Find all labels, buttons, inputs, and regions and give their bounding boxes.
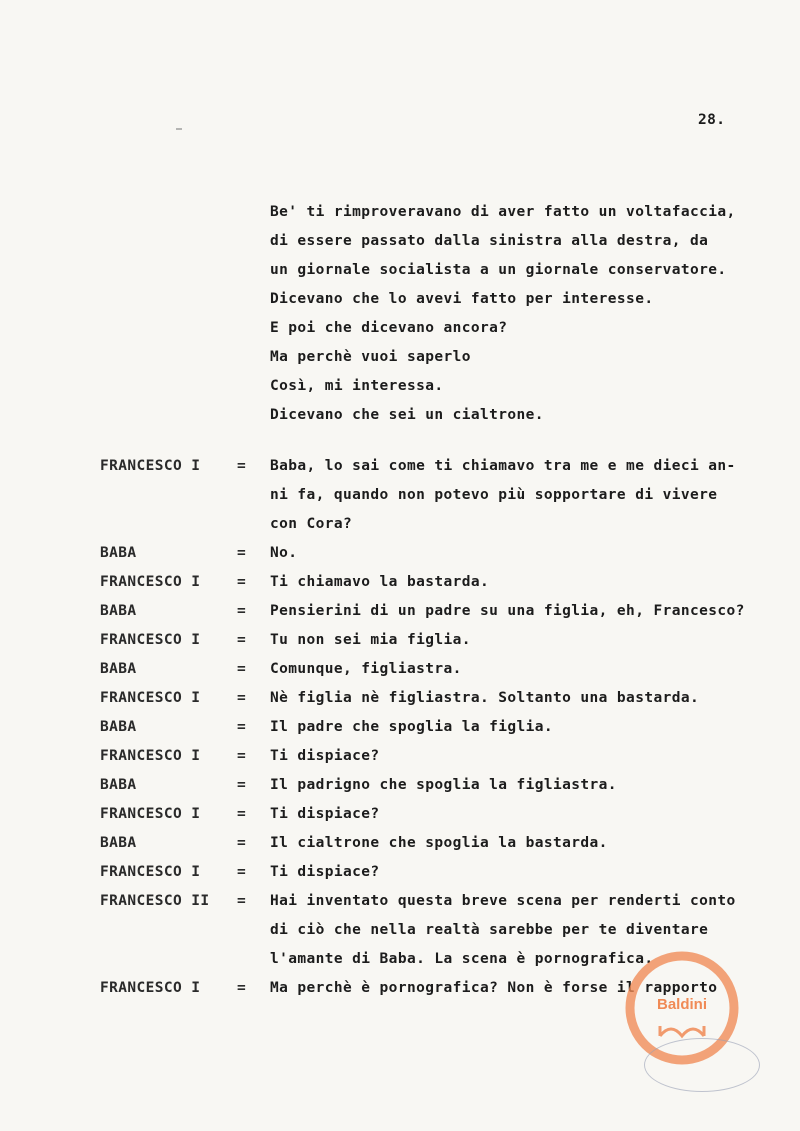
speaker-name: FRANCESCO I — [100, 748, 201, 764]
speech-line: Nè figlia nè figliastra. Soltanto una bastarda. — [270, 690, 700, 706]
speech-text — [270, 597, 800, 626]
speech-text — [270, 539, 800, 568]
speech-line: Ti dispiace? — [270, 864, 380, 880]
intro-line: E poi che dicevano ancora? — [270, 320, 508, 336]
speaker-name: BABA — [100, 719, 137, 735]
speech-line: ni fa, quando non potevo più sopportare di vivere — [270, 487, 718, 503]
archive-stamp-oval — [644, 1038, 760, 1092]
speaker-name: FRANCESCO II — [100, 893, 210, 909]
speaker-separator: = — [237, 980, 247, 996]
intro-line: un giornale socialista a un giornale conservatore. — [270, 262, 727, 278]
paper-mark — [176, 128, 182, 130]
speech-line: Ti dispiace? — [270, 748, 380, 764]
speech-line: Ti dispiace? — [270, 806, 380, 822]
speech-text — [270, 858, 800, 887]
dialogue-turn — [0, 742, 800, 771]
speaker-name: FRANCESCO I — [100, 574, 201, 590]
speaker-name: BABA — [100, 835, 137, 851]
speaker-name: FRANCESCO I — [100, 806, 201, 822]
speaker-separator: = — [237, 777, 247, 793]
speaker-separator: = — [237, 748, 247, 764]
speaker-name: FRANCESCO I — [100, 690, 201, 706]
speech-line: Tu non sei mia figlia. — [270, 632, 471, 648]
intro-line: Dicevano che lo avevi fatto per interesse. — [270, 291, 654, 307]
dialogue-turn — [0, 655, 800, 684]
speaker-separator: = — [237, 574, 247, 590]
speaker-separator: = — [237, 545, 247, 561]
intro-line: Dicevano che sei un cialtrone. — [270, 407, 544, 423]
speaker-separator: = — [237, 632, 247, 648]
speaker-separator: = — [237, 719, 247, 735]
dialogue-block — [0, 452, 800, 1003]
speaker-separator: = — [237, 893, 247, 909]
speaker-separator: = — [237, 458, 247, 474]
speech-text — [270, 771, 800, 800]
speech-text — [270, 713, 800, 742]
intro-line: Così, mi interessa. — [270, 378, 444, 394]
speaker-separator: = — [237, 661, 247, 677]
dialogue-turn — [0, 597, 800, 626]
speaker-separator: = — [237, 603, 247, 619]
speaker-separator: = — [237, 690, 247, 706]
speech-text — [270, 800, 800, 829]
dialogue-turn — [0, 684, 800, 713]
dialogue-turn — [0, 800, 800, 829]
dialogue-turn — [0, 829, 800, 858]
speech-line: Baba, lo sai come ti chiamavo tra me e me dieci an- — [270, 458, 736, 474]
speech-line: Ti chiamavo la bastarda. — [270, 574, 490, 590]
speaker-name: FRANCESCO I — [100, 632, 201, 648]
speech-text — [270, 655, 800, 684]
dialogue-turn — [0, 771, 800, 800]
speech-line: Il padre che spoglia la figlia. — [270, 719, 554, 735]
intro-line: Ma perchè vuoi saperlo — [270, 349, 471, 365]
dialogue-turn — [0, 858, 800, 887]
speaker-separator: = — [237, 806, 247, 822]
speaker-name: BABA — [100, 603, 137, 619]
intro-speech — [270, 198, 736, 430]
stamp-label: Baldini — [656, 996, 707, 1013]
speech-line: di ciò che nella realtà sarebbe per te diventare — [270, 922, 709, 938]
speech-line: l'amante di Baba. La scena è pornografica. — [270, 951, 654, 967]
speech-line: Il cialtrone che spoglia la bastarda. — [270, 835, 608, 851]
dialogue-turn — [0, 626, 800, 655]
speech-line: Comunque, figliastra. — [270, 661, 462, 677]
speaker-name: FRANCESCO I — [100, 980, 201, 996]
speech-text — [270, 568, 800, 597]
speaker-separator: = — [237, 835, 247, 851]
dialogue-turn — [0, 452, 800, 539]
speech-line: Hai inventato questa breve scena per renderti conto — [270, 893, 736, 909]
speech-line: con Cora? — [270, 516, 353, 532]
speech-text — [270, 829, 800, 858]
page-number: 28. — [698, 112, 726, 128]
speaker-name: BABA — [100, 777, 137, 793]
speech-line: Ma perchè è pornografica? Non è forse il rapporto — [270, 980, 718, 996]
speech-text — [270, 684, 800, 713]
speech-text — [270, 452, 800, 539]
speech-line: No. — [270, 545, 298, 561]
speaker-name: BABA — [100, 661, 137, 677]
intro-line: di essere passato dalla sinistra alla destra, da — [270, 233, 709, 249]
speech-line: Pensierini di un padre su una figlia, eh, Francesco? — [270, 603, 745, 619]
speech-text — [270, 742, 800, 771]
speaker-name: FRANCESCO I — [100, 864, 201, 880]
speech-text — [270, 626, 800, 655]
dialogue-turn — [0, 713, 800, 742]
dialogue-turn — [0, 539, 800, 568]
speaker-name: BABA — [100, 545, 137, 561]
speaker-name: FRANCESCO I — [100, 458, 201, 474]
dialogue-turn — [0, 568, 800, 597]
intro-line: Be' ti rimproveravano di aver fatto un voltafaccia, — [270, 204, 736, 220]
speaker-separator: = — [237, 864, 247, 880]
speech-line: Il padrigno che spoglia la figliastra. — [270, 777, 617, 793]
